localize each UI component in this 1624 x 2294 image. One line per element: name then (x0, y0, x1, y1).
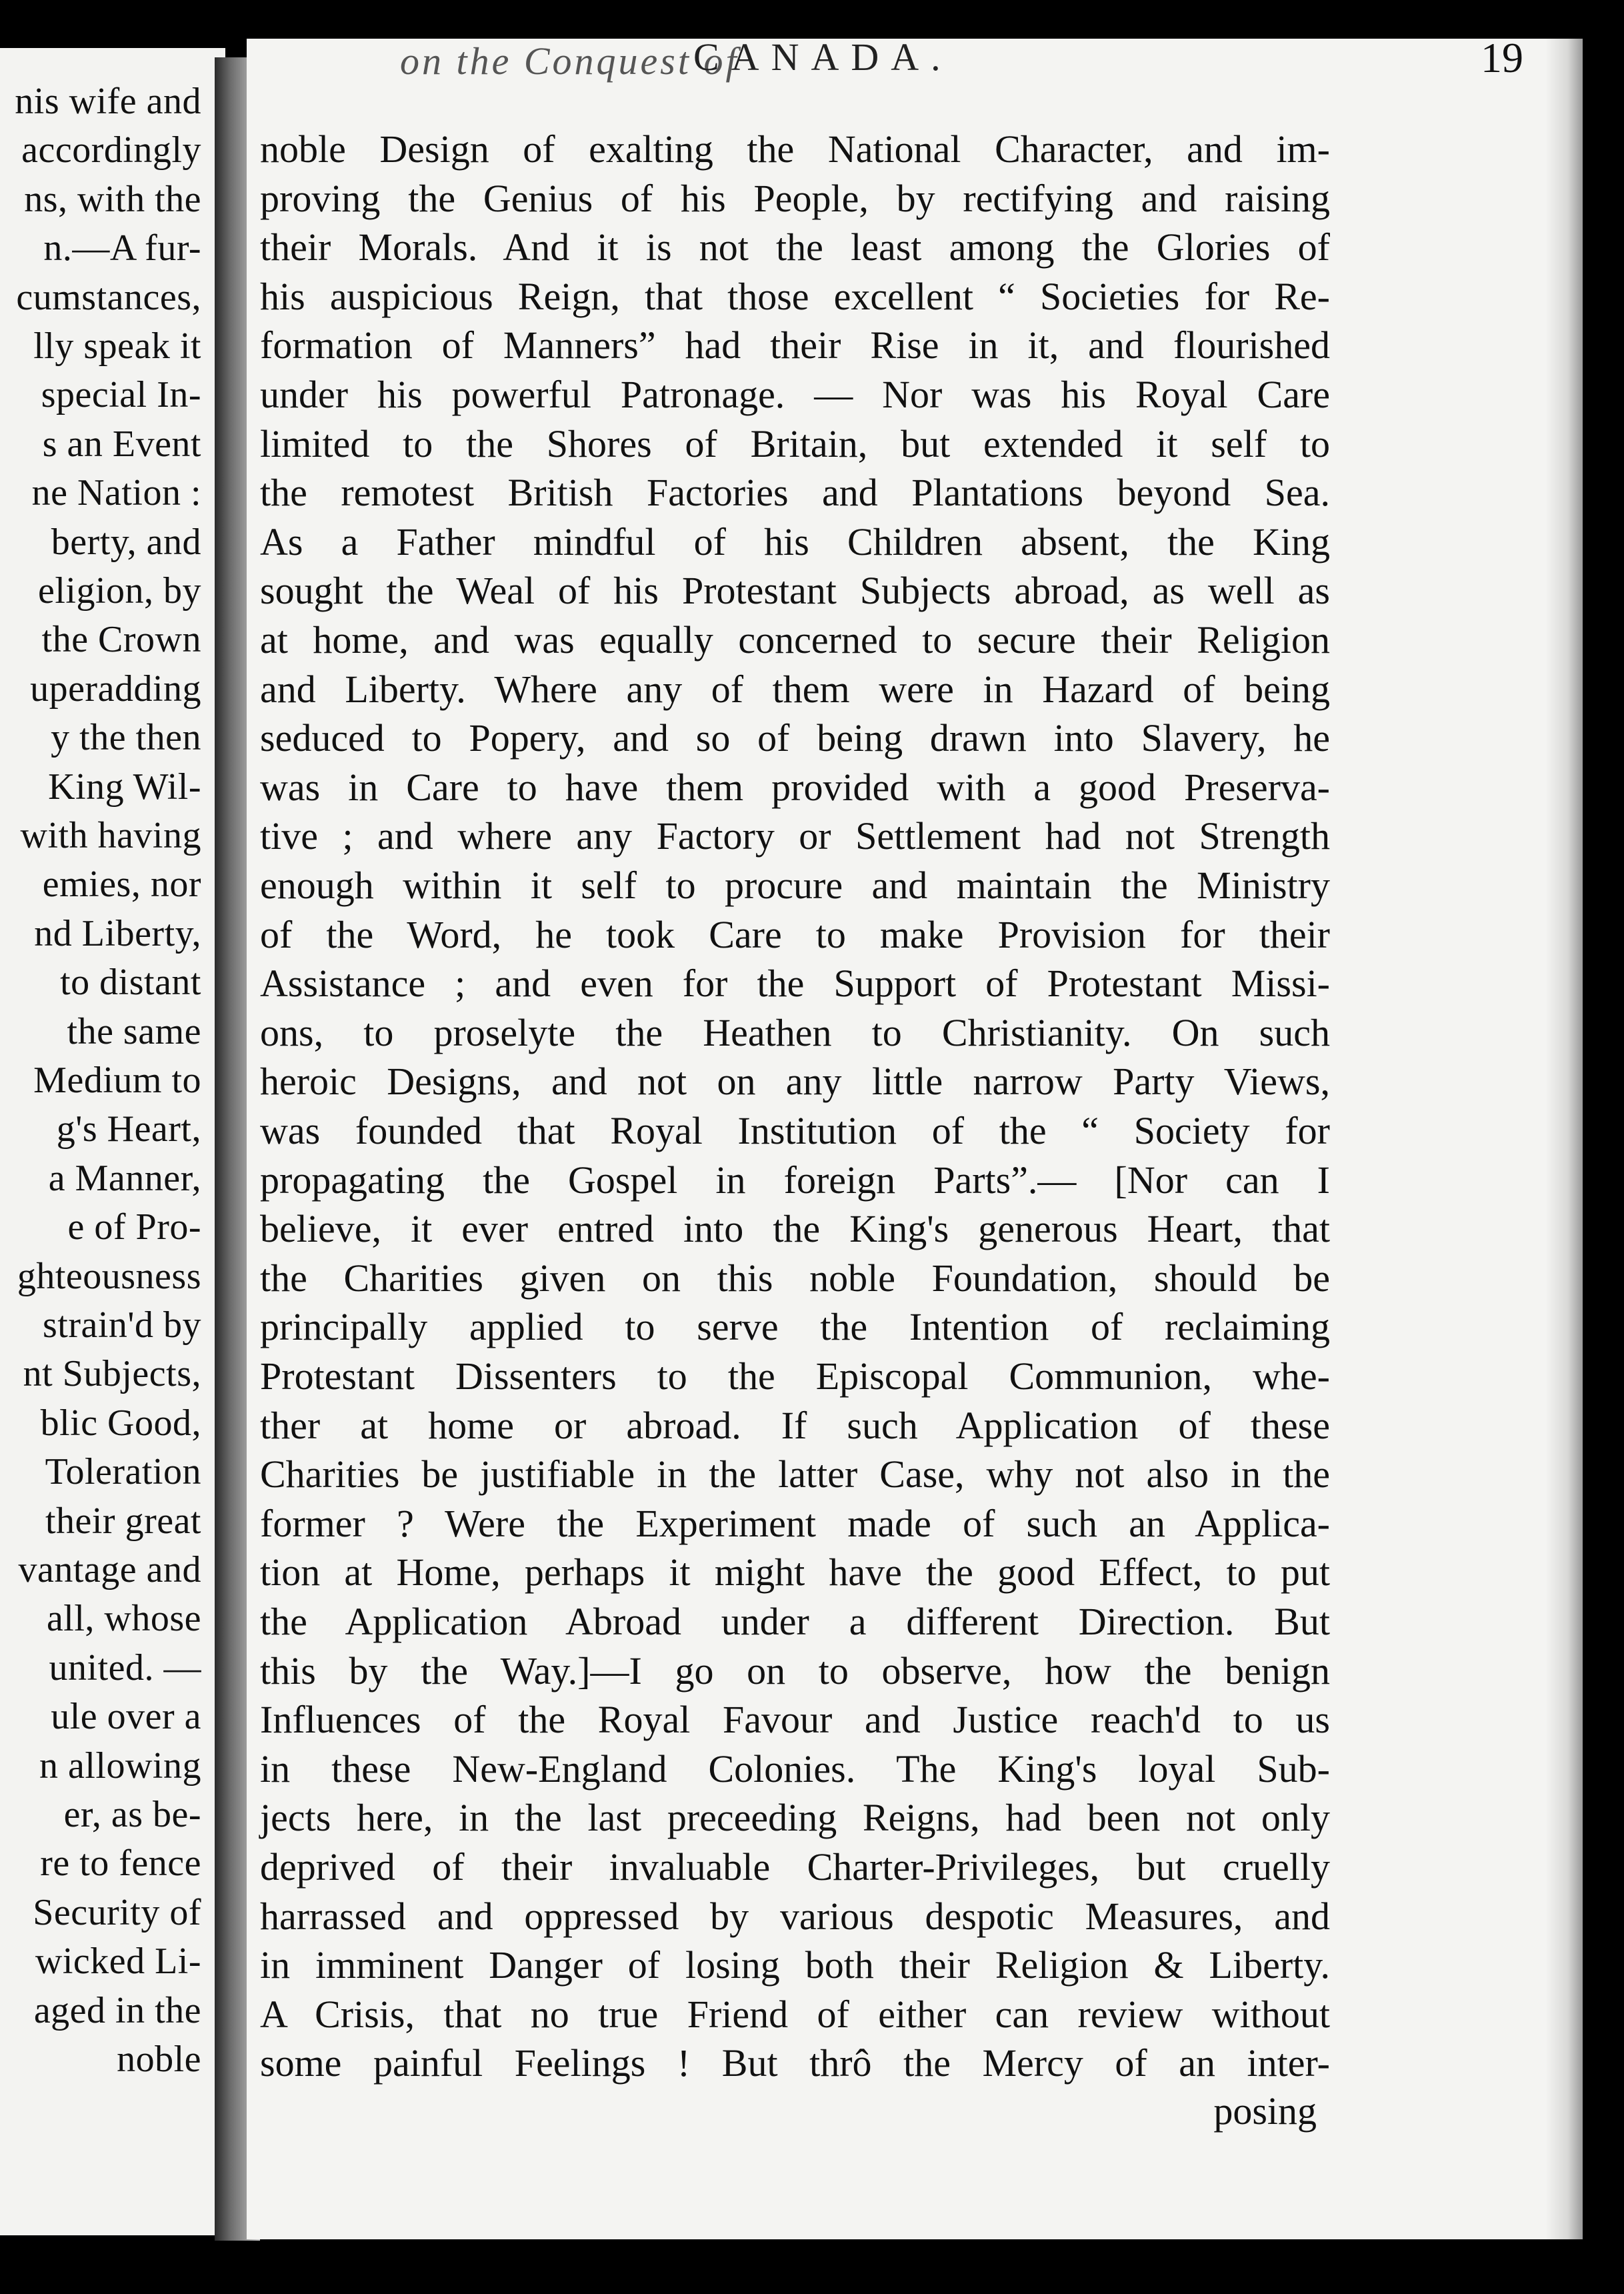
body-text-line: and Liberty. Where any of them were in Hazard of being (260, 667, 1330, 711)
body-text-line: seduced to Popery, and so of being drawn into Slavery, he (260, 716, 1330, 760)
left-page-line: special In- (41, 374, 201, 416)
body-text-line: at home, and was equally concerned to secure their Religion (260, 618, 1330, 662)
left-page-line: wicked Li- (35, 1941, 201, 1983)
left-page-line: a Manner, (48, 1157, 201, 1199)
body-text-line: believe, it ever entred into the King's generous Heart, that (260, 1207, 1330, 1251)
body-text-line: noble Design of exalting the National Character, and im- (260, 127, 1330, 171)
body-text-line: under his powerful Patronage. — Nor was his Royal Care (260, 373, 1330, 416)
body-text-line: ther at home or abroad. If such Application of these (260, 1403, 1330, 1447)
left-page-line: nis wife and (15, 81, 201, 122)
page-edge (1545, 39, 1583, 2239)
left-page-line: Security of (33, 1891, 201, 1933)
left-page-line: berty, and (51, 521, 201, 563)
body-text-line: proving the Genius of his People, by rectifying and raising (260, 176, 1330, 220)
body-text-line: Charities be justifiable in the latter Case, why not also in the (260, 1452, 1330, 1496)
left-page-line: the same (67, 1010, 201, 1052)
left-page-line: noble (117, 2039, 201, 2080)
left-page-line: ghteousness (17, 1255, 201, 1297)
body-text-line: this by the Way.]—I go on to observe, how the benign (260, 1648, 1330, 1692)
running-head-title: CANADA. (693, 39, 953, 79)
body-text-line: jects here, in the last preceeding Reigns, had been not only (260, 1796, 1330, 1840)
body-text-line: deprived of their invaluable Charter-Privileges, but cruelly (260, 1845, 1330, 1889)
left-page (0, 48, 225, 2235)
left-page-line: aged in the (33, 1989, 201, 2031)
body-text-line: principally applied to serve the Intention of reclaiming (260, 1305, 1330, 1349)
body-text-line: ons, to proselyte the Heathen to Christianity. On such (260, 1010, 1330, 1054)
left-page-line: vantage and (18, 1549, 201, 1590)
left-page-line: er, as be- (63, 1794, 201, 1835)
body-text-line: heroic Designs, and not on any little narrow Party Views, (260, 1060, 1330, 1104)
left-page-line: n allowing (39, 1745, 201, 1787)
left-page-line: ule over a (51, 1696, 201, 1738)
body-text-line: propagating the Gospel in foreign Parts”.— [Nor can I (260, 1158, 1330, 1202)
left-page-line: to distant (60, 962, 201, 1004)
body-text-line: was in Care to have them provided with a good Preserva- (260, 765, 1330, 809)
left-page-line: ne Nation : (31, 472, 201, 514)
left-page-line: ns, with the (24, 178, 201, 220)
left-page-line: Medium to (33, 1060, 201, 1101)
body-text-line: limited to the Shores of Britain, but extended it self to (260, 421, 1330, 465)
page-number: 19 (1481, 39, 1523, 81)
body-text-line: sought the Weal of his Protestant Subjects abroad, as well as (260, 569, 1330, 613)
body-text-line: harrassed and oppressed by various despotic Measures, and (260, 1894, 1330, 1938)
left-page-line: Toleration (45, 1451, 201, 1493)
body-text-line: of the Word, he took Care to make Provision for their (260, 912, 1330, 956)
left-page-line: King Wil- (48, 766, 201, 808)
body-text-line: in these New-England Colonies. The King's loyal Sub- (260, 1747, 1330, 1791)
left-page-line: n.—A fur- (43, 227, 201, 269)
running-head-faded-text: on the Conquest of (400, 39, 739, 83)
body-text-line: was founded that Royal Institution of the “ Society for (260, 1109, 1330, 1152)
left-page-line: with having (20, 815, 201, 856)
left-page-line: cumstances, (16, 276, 201, 318)
body-text-line: tive ; and where any Factory or Settlement had not Strength (260, 814, 1330, 858)
body-text-line: Assistance ; and even for the Support of Protestant Missi- (260, 962, 1330, 1006)
body-text-line: the Charities given on this noble Foundation, should be (260, 1256, 1330, 1300)
body-text-line: As a Father mindful of his Children absent, the King (260, 519, 1330, 563)
left-page-line: their great (45, 1500, 201, 1542)
left-page-line: eligion, by (37, 570, 201, 612)
left-page-line: the Crown (41, 619, 201, 661)
left-page-line: e of Pro- (67, 1206, 201, 1248)
body-text-line: Influences of the Royal Favour and Justice reach'd to us (260, 1698, 1330, 1742)
body-text-line: the Application Abroad under a different Direction. But (260, 1600, 1330, 1643)
left-page-line: emies, nor (42, 864, 201, 906)
left-page-line: united. — (49, 1646, 201, 1688)
left-page-line: nt Subjects, (23, 1353, 201, 1395)
body-text-line: formation of Manners” had their Rise in it, and flourished (260, 323, 1330, 367)
left-page-line: nd Liberty, (34, 912, 201, 954)
left-page-line: y the then (51, 717, 201, 759)
body-text-line: Protestant Dissenters to the Episcopal Communion, whe- (260, 1354, 1330, 1398)
left-page-line: lly speak it (33, 325, 201, 367)
body-text-line: some painful Feelings ! But thrô the Mercy of an inter- (260, 2041, 1330, 2085)
body-text-line: his auspicious Reign, that those excellent “ Societies for Re- (260, 274, 1330, 318)
running-head (400, 39, 1520, 88)
body-text-line: enough within it self to procure and maintain the Ministry (260, 864, 1330, 907)
body-text-line: tion at Home, perhaps it might have the good Effect, to put (260, 1550, 1330, 1594)
left-page-line: blic Good, (40, 1402, 201, 1444)
left-page-line: uperadding (30, 668, 201, 710)
body-text-line: A Crisis, that no true Friend of either can review without (260, 1992, 1330, 2036)
body-text-line: the remotest British Factories and Plantations beyond Sea. (260, 471, 1330, 515)
left-page-line: all, whose (46, 1598, 201, 1640)
left-page-line: s an Event (42, 423, 201, 465)
left-page-line: strain'd by (42, 1304, 201, 1346)
left-page-line: re to fence (40, 1843, 201, 1885)
body-text-line: their Morals. And it is not the least among the Glories of (260, 225, 1330, 269)
body-text-line: former ? Were the Experiment made of such an Applica- (260, 1501, 1330, 1545)
right-page (247, 39, 1577, 2239)
catchword: posing (1213, 2089, 1317, 2133)
left-page-line: accordingly (21, 129, 201, 171)
left-page-line: g's Heart, (56, 1108, 201, 1150)
body-text-line: in imminent Danger of losing both their Religion & Liberty. (260, 1943, 1330, 1987)
